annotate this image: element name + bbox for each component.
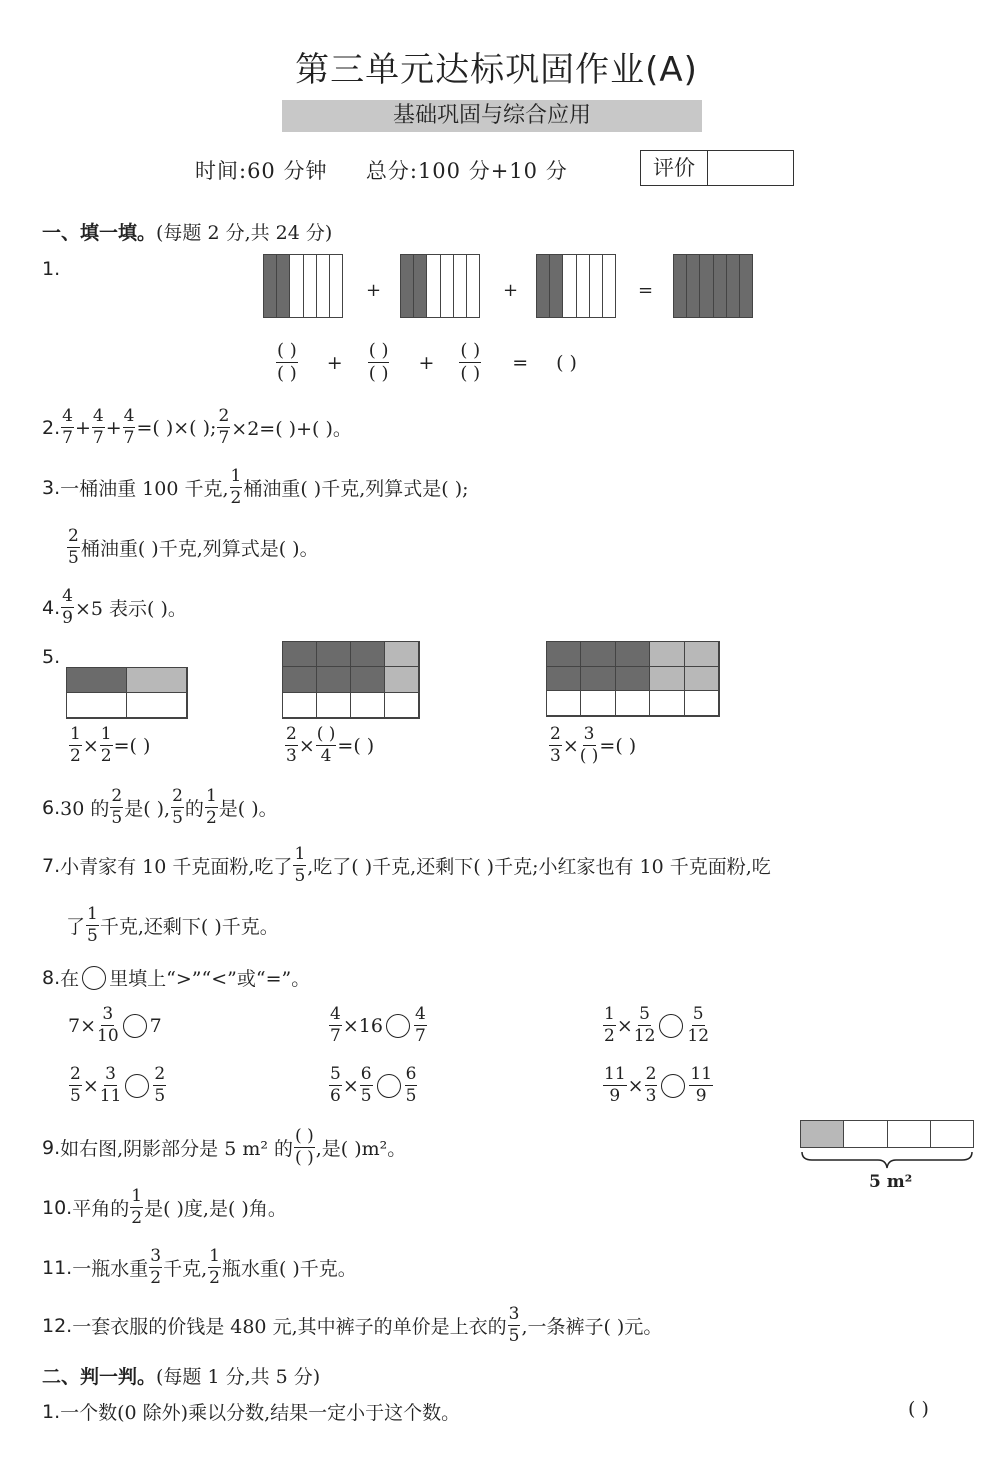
bar-segment bbox=[700, 255, 713, 317]
compare-circle[interactable] bbox=[377, 1074, 401, 1098]
q5-expression-a: $\frac{1}{2}$ × $\frac{1}{2}$ =( ) bbox=[70, 724, 151, 766]
bar-segment bbox=[603, 255, 615, 317]
q8-number: 8. bbox=[42, 966, 61, 989]
bar-segment bbox=[264, 255, 277, 317]
q1-answer-plus-1: + bbox=[326, 351, 343, 374]
question-8-prompt: 8. 在 里填上“>”“<”或“=”。 bbox=[42, 966, 311, 990]
q3-blanks-2[interactable]: 桶油重( )千克,列算式是( )。 bbox=[80, 538, 319, 560]
q1-bar-3 bbox=[536, 254, 616, 318]
compare-circle[interactable] bbox=[659, 1014, 683, 1038]
question-2: 2. $\frac{4}{7}$ + $\frac{4}{7}$ + $\frac{4}{7}$ =( )×( ); $\frac{2}{7}$ ×2=( )+( )。 bbox=[42, 406, 352, 448]
q8-item-2: $\frac{4}{7}$ × 16 $\frac{4}{7}$ bbox=[330, 1004, 426, 1046]
evaluation-label: 评价 bbox=[641, 151, 708, 185]
subtitle-banner: 基础巩固与综合应用 bbox=[282, 100, 702, 132]
bar-segment bbox=[550, 255, 563, 317]
q8-item-1: 7 × $\frac{3}{10}$ 7 bbox=[68, 1004, 162, 1046]
q5-expression-c: $\frac{2}{3}$ × $\frac{3}{( )}$ =( ) bbox=[550, 724, 637, 766]
judge-1 bbox=[42, 1398, 460, 1425]
bar-segment bbox=[317, 255, 330, 317]
bar-segment bbox=[844, 1121, 887, 1147]
q9-figure bbox=[800, 1120, 974, 1148]
bar-segment bbox=[563, 255, 576, 317]
q9-number: 9. bbox=[42, 1136, 61, 1159]
q9-area-label: 5 m² bbox=[869, 1172, 913, 1192]
q8-item-6: $\frac{11}{9}$ × $\frac{2}{3}$ $\frac{11}{9}$ bbox=[604, 1064, 713, 1106]
question-9: 9. 如右图,阴影部分是 5 m² 的 $\frac{( )}{( )}$ ,是( )m²。 bbox=[42, 1126, 407, 1168]
bar-segment bbox=[441, 255, 454, 317]
evaluation-blank[interactable] bbox=[708, 151, 793, 185]
bar-segment bbox=[674, 255, 687, 317]
bar-segment bbox=[714, 255, 727, 317]
question-6: 6. 30 的 $\frac{2}{5}$ 是( ), $\frac{2}{5}$ 的 $\frac{1}{2}$ 是( )。 bbox=[42, 786, 278, 828]
bar-segment bbox=[467, 255, 479, 317]
q12-blank[interactable]: ,一条裤子( )元。 bbox=[521, 1316, 663, 1338]
judge-1-text: 一个数(0 除外)乘以分数,结果一定小于这个数。 bbox=[60, 1402, 461, 1424]
section-2-heading bbox=[42, 1362, 320, 1389]
bar-segment bbox=[427, 255, 440, 317]
q6-blank-1[interactable]: 是( ), bbox=[124, 798, 171, 820]
q7-blanks-1[interactable]: ,吃了( )千克,还剩下( )千克;小红家也有 10 千克面粉,吃 bbox=[307, 856, 771, 878]
q3-number: 3. bbox=[42, 476, 61, 499]
q1-equals: = bbox=[638, 280, 654, 301]
question-3-line-2: $\frac{2}{5}$ 桶油重( )千克,列算式是( )。 bbox=[68, 526, 319, 568]
q1-bar-1 bbox=[263, 254, 343, 318]
q3-blanks-1[interactable]: 桶油重( )千克,列算式是( ); bbox=[243, 478, 469, 500]
bar-segment bbox=[801, 1121, 844, 1147]
circle-icon bbox=[82, 966, 106, 990]
bar-segment bbox=[330, 255, 342, 317]
q1-plus-2: + bbox=[503, 280, 519, 301]
q6-blank-2[interactable]: 是( )。 bbox=[218, 798, 278, 820]
q10-blanks[interactable]: 是( )度,是( )角。 bbox=[144, 1198, 287, 1220]
bar-segment bbox=[401, 255, 414, 317]
score-text: 总分:100 分+10 分 bbox=[365, 159, 568, 183]
q1-bar-4 bbox=[673, 254, 753, 318]
section-1-heading bbox=[42, 218, 332, 245]
q2-blanks-1[interactable]: =( )×( ); bbox=[136, 416, 217, 439]
q1-answer-plus-2: + bbox=[418, 351, 435, 374]
evaluation-box bbox=[640, 150, 794, 186]
q5-blank-a[interactable]: =( ) bbox=[113, 734, 151, 757]
section-1-note: (每题 2 分,共 24 分) bbox=[156, 222, 333, 244]
bar-segment bbox=[454, 255, 467, 317]
bar-segment bbox=[727, 255, 740, 317]
judge-1-blank[interactable]: ( ) bbox=[908, 1398, 929, 1420]
question-7-line-1: 7. 小青家有 10 千克面粉,吃了 $\frac{1}{5}$ ,吃了( )千克,还剩下( )千克;小红家也有 10 千克面粉,吃 bbox=[42, 844, 771, 886]
time-text: 时间:60 分钟 bbox=[195, 159, 328, 183]
q5-number: 5. bbox=[42, 646, 61, 668]
q1-answer-equals: = bbox=[512, 351, 529, 374]
bar-segment bbox=[931, 1121, 973, 1147]
question-7-line-2: 了 $\frac{1}{5}$ 千克,还剩下( )千克。 bbox=[66, 904, 279, 946]
q1-answer-row bbox=[275, 342, 577, 383]
bar-segment bbox=[537, 255, 550, 317]
bar-segment bbox=[304, 255, 317, 317]
q1-fraction-blank-1[interactable]: $\frac{( )}{( )}$ bbox=[277, 340, 297, 384]
q8-item-5: $\frac{5}{6}$ × $\frac{6}{5}$ $\frac{6}{5}$ bbox=[330, 1064, 417, 1106]
q1-bar-2 bbox=[400, 254, 480, 318]
q1-plus-1: + bbox=[366, 280, 382, 301]
section-2-note: (每题 1 分,共 5 分) bbox=[156, 1366, 321, 1388]
question-4: 4. $\frac{4}{9}$ ×5 表示( )。 bbox=[42, 586, 187, 628]
bar-segment bbox=[740, 255, 752, 317]
page-title: 第三单元达标巩固作业(A) bbox=[295, 50, 698, 90]
bar-segment bbox=[888, 1121, 931, 1147]
q8-item-4: $\frac{2}{5}$ × $\frac{3}{11}$ $\frac{2}{5}$ bbox=[70, 1064, 166, 1106]
q12-number: 12. bbox=[42, 1314, 73, 1337]
q2-blanks-2[interactable]: ×2=( )+( )。 bbox=[231, 418, 352, 440]
q7-blanks-2[interactable]: 千克,还剩下( )千克。 bbox=[99, 916, 279, 938]
q10-number: 10. bbox=[42, 1196, 73, 1219]
q5-blank-b[interactable]: =( ) bbox=[337, 734, 375, 757]
q9-fraction-blank[interactable]: $\frac{( )}{( )}$ bbox=[295, 1126, 314, 1168]
q5-figure-b bbox=[282, 641, 420, 719]
section-1-title: 一、填一填。 bbox=[42, 222, 157, 244]
q11-number: 11. bbox=[42, 1256, 73, 1279]
bar-segment bbox=[590, 255, 603, 317]
bar-segment bbox=[290, 255, 303, 317]
q1-number: 1. bbox=[42, 258, 61, 280]
q5-blank-c[interactable]: =( ) bbox=[599, 734, 637, 757]
compare-circle[interactable] bbox=[125, 1074, 149, 1098]
q9-blank[interactable]: ,是( )m²。 bbox=[315, 1138, 407, 1160]
q5-expression-b: $\frac{2}{3}$ × $\frac{( )}{4}$ =( ) bbox=[286, 724, 375, 766]
compare-circle[interactable] bbox=[386, 1014, 410, 1038]
judge-1-number: 1. bbox=[42, 1400, 61, 1423]
q5-figure-a bbox=[66, 667, 188, 719]
q1-fraction-blank-2[interactable]: $\frac{( )}{( )}$ bbox=[368, 340, 389, 384]
q7-number: 7. bbox=[42, 854, 61, 877]
question-11: 11. 一瓶水重 $\frac{3}{2}$ 千克, $\frac{1}{2}$ 瓶水重( )千克。 bbox=[42, 1246, 357, 1288]
bar-segment bbox=[414, 255, 427, 317]
meta-line bbox=[195, 155, 568, 185]
bar-segment bbox=[577, 255, 590, 317]
q2-number: 2. bbox=[42, 416, 61, 439]
question-12: 12. 一套衣服的价钱是 480 元,其中裤子的单价是上衣的 $\frac{3}{5}$ ,一条裤子( )元。 bbox=[42, 1304, 663, 1346]
q5-figure-c bbox=[546, 641, 720, 717]
q11-blank[interactable]: 瓶水重( )千克。 bbox=[221, 1258, 357, 1280]
section-2-title: 二、判一判。 bbox=[42, 1366, 157, 1388]
question-3-line-1: 3. 一桶油重 100 千克, $\frac{1}{2}$ 桶油重( )千克,列算式是( ); bbox=[42, 466, 469, 508]
compare-circle[interactable] bbox=[661, 1074, 685, 1098]
q8-item-3: $\frac{1}{2}$ × $\frac{5}{12}$ $\frac{5}{12}$ bbox=[604, 1004, 710, 1046]
question-10: 10. 平角的 $\frac{1}{2}$ 是( )度,是( )角。 bbox=[42, 1186, 287, 1228]
q4-number: 4. bbox=[42, 596, 61, 619]
q1-answer-blank[interactable]: ( ) bbox=[556, 351, 577, 374]
q9-brace bbox=[800, 1150, 974, 1170]
compare-circle[interactable] bbox=[123, 1014, 147, 1038]
bar-segment bbox=[687, 255, 700, 317]
q4-blank[interactable]: ×5 表示( )。 bbox=[74, 598, 187, 620]
bar-segment bbox=[277, 255, 290, 317]
q6-number: 6. bbox=[42, 796, 61, 819]
q1-fraction-blank-3[interactable]: $\frac{( )}{( )}$ bbox=[460, 340, 481, 384]
